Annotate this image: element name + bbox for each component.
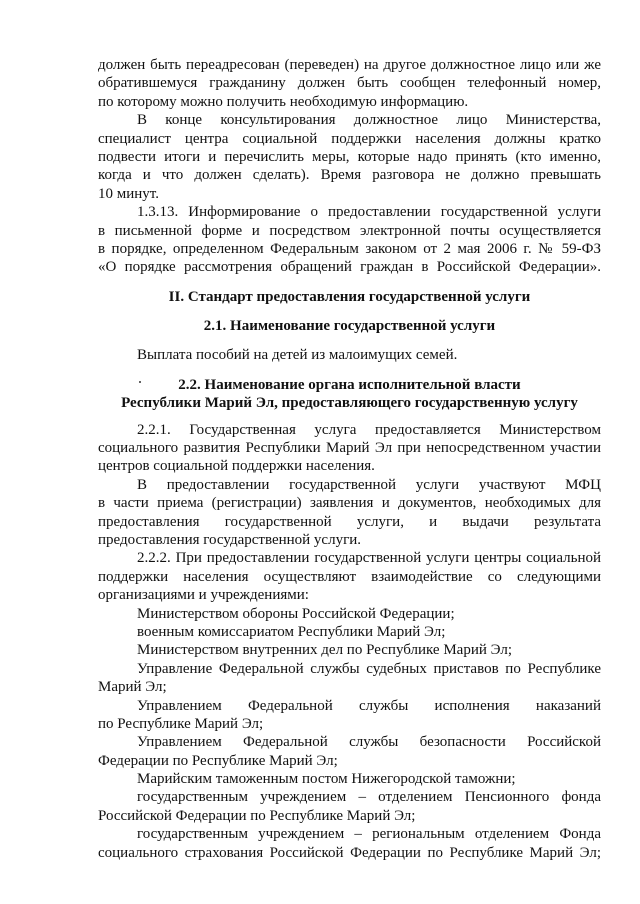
text-line: 2.2.2. При предоставлении государственной услуги центры социальной — [137, 550, 601, 567]
text-line: 2.2.1. Государственная услуга предоставляется Министерством — [137, 421, 601, 438]
text-line: государственным учреждением – отделением Пенсионного фонда — [137, 789, 601, 806]
text-line: государственным учреждением – региональным отделением Фонда — [137, 826, 601, 843]
text-line: социального развития Республики Марий Эл при непосредственном участии — [98, 440, 601, 457]
text-line: Управлением Федеральной службы безопасности Российской — [137, 734, 601, 751]
text-line: Министерством обороны Российской Федерации; — [137, 605, 455, 622]
text-line: специалист центра социальной поддержки населения должны кратко — [98, 130, 601, 147]
paragraph-gap — [98, 306, 601, 317]
paragraph-gap — [98, 413, 601, 421]
text-line: в письменной форме и посредством электронной почты осуществляется — [98, 222, 601, 239]
text-line: 10 минут. — [98, 185, 159, 202]
paragraph-gap — [98, 335, 601, 346]
paragraph-gap — [98, 277, 601, 288]
text-line: подвести итоги и перечислить меры, которые надо принять (кто именно, — [98, 148, 601, 165]
text-line: В конце консультирования должностное лицо Министерства, — [137, 112, 601, 129]
subsection-heading: 2.2. Наименование органа исполнительной власти — [178, 376, 521, 393]
text-line: 1.3.13. Информирование о предоставлении государственной услуги — [137, 204, 601, 221]
text-line: в части приема (регистрации) заявления и документов, необходимых для — [98, 495, 601, 512]
text-line: Федерации по Республике Марий Эл; — [98, 752, 338, 769]
section-heading: II. Стандарт предоставления государственной услуги — [168, 288, 531, 305]
text-line: Управлением Федеральной службы исполнения наказаний — [137, 697, 601, 714]
text-line: «О порядке рассмотрения обращений граждан в Российской Федерации». — [98, 259, 601, 276]
text-line: Управление Федеральной службы судебных приставов по Республике — [137, 660, 601, 677]
text-line: центров социальной поддержки населения. — [98, 458, 375, 475]
text-line: военным комиссариатом Республики Марий Эл; — [137, 623, 446, 640]
text-line: в порядке, определенном Федеральным законом от 2 мая 2006 г. № 59-ФЗ — [98, 240, 601, 257]
text-line: поддержки населения осуществляют взаимодействие со следующими — [98, 568, 601, 585]
text-line: когда и что должен сделать). Время разговора не должно превышать — [98, 167, 601, 184]
document-page — [98, 56, 601, 862]
text-line: по Республике Марий Эл; — [98, 715, 264, 732]
text-line: социального страхования Российской Федерации по Республике Марий Эл; — [98, 844, 601, 861]
text-line: В предоставлении государственной услуги участвуют МФЦ — [137, 476, 601, 493]
text-line: предоставления государственной услуги. — [98, 531, 362, 548]
text-line: Выплата пособий на детей из малоимущих семей. — [137, 347, 458, 364]
subsection-heading: Республики Марий Эл, предоставляющего государственную услугу — [121, 395, 578, 412]
text-line: должен быть переадресован (переведен) на другое должностное лицо или же — [98, 57, 601, 73]
text-line: обратившемуся гражданину должен быть сообщен телефонный номер, — [98, 75, 601, 92]
text-line: Марий Эл; — [98, 679, 167, 696]
text-line: по которому можно получить необходимую информацию. — [98, 93, 469, 110]
text-line: Министерством внутренних дел по Республике Марий Эл; — [137, 642, 512, 659]
subsection-heading: 2.1. Наименование государственной услуги — [203, 318, 496, 335]
scan-speck — [139, 381, 141, 383]
text-line: предоставления государственной услуги, и выдачи результата — [98, 513, 601, 530]
text-line: Марийским таможенным постом Нижегородской таможни; — [137, 771, 516, 788]
text-line: Российской Федерации по Республике Марий Эл; — [98, 807, 416, 824]
paragraph-gap — [98, 365, 601, 376]
text-line: организациями и учреждениями: — [98, 587, 309, 604]
